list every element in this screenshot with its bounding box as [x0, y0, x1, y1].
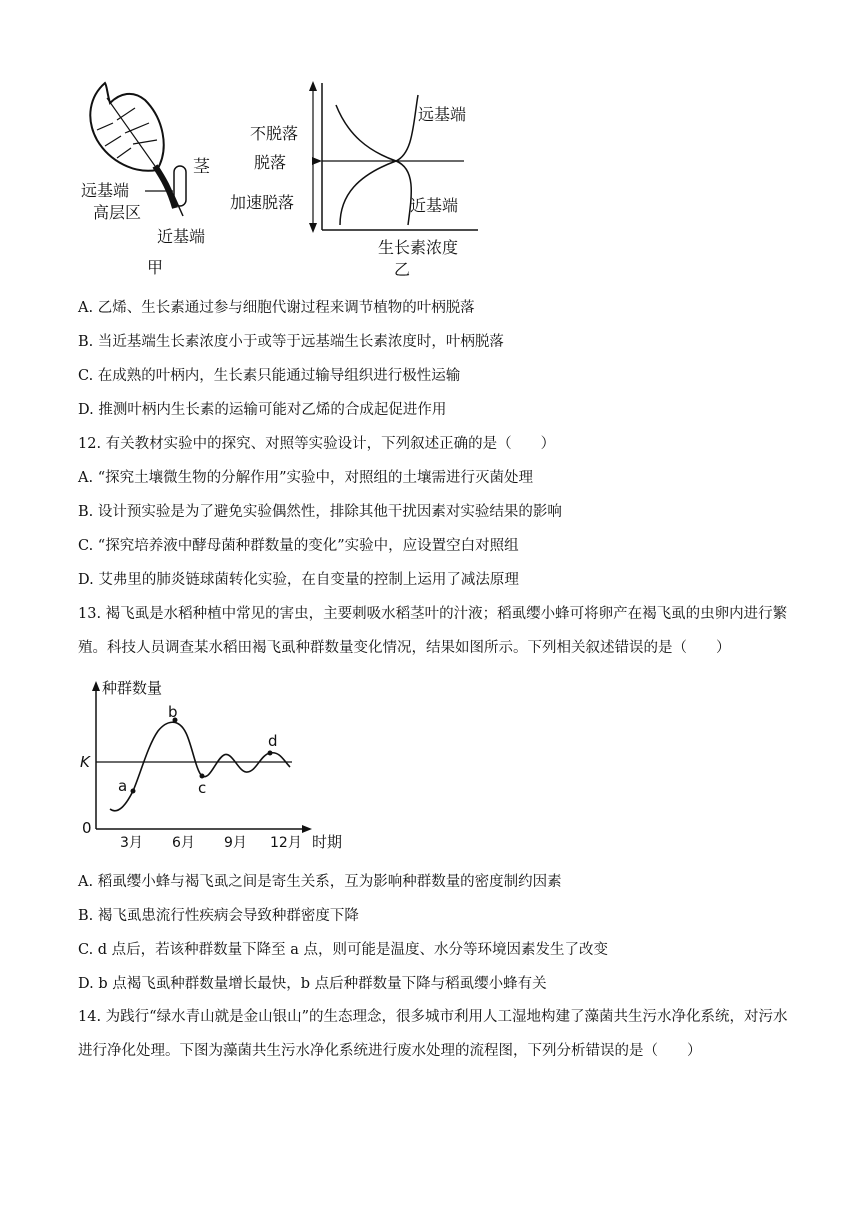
q13-label-c: c	[198, 779, 207, 797]
figure-jia-leaf	[75, 78, 230, 278]
q13-tick-9: 9月	[224, 835, 247, 851]
q13-tick-3: 3月	[120, 835, 143, 851]
leaf-veins	[97, 98, 157, 166]
label-far-end: 远基端	[81, 181, 130, 200]
q13-k-label: K	[80, 753, 90, 771]
q12-option-a: A. “探究土壤微生物的分解作用”实验中，对照组的土壤需进行灭菌处理	[78, 470, 534, 486]
q13-point-a	[131, 789, 136, 794]
drop-arrow-icon	[312, 157, 322, 165]
q12-option-c: C. “探究培养液中酵母菌种群数量的变化”实验中，应设置空白对照组	[78, 538, 519, 554]
x-label: 生长素浓度	[378, 238, 459, 257]
q13-label-d: d	[268, 732, 278, 750]
q13-point-d	[268, 751, 273, 756]
q11-option-d: D. 推测叶柄内生长素的运输可能对乙烯的合成起促进作用	[78, 402, 447, 418]
q13-option-b: B. 褐飞虱患流行性疾病会导致种群密度下降	[78, 908, 359, 924]
q13-x-label: 时期	[312, 833, 343, 851]
q13-tick-12: 12月	[270, 835, 302, 851]
caption-yi: 乙	[394, 260, 411, 279]
q11-option-c: C. 在成熟的叶柄内，生长素只能通过输导组织进行极性运输	[78, 368, 461, 384]
q13-y-label: 种群数量	[102, 679, 163, 697]
q13-label-a: a	[118, 777, 128, 795]
y-label-no-drop: 不脱落	[250, 124, 299, 143]
q13-population-chart	[78, 673, 358, 855]
q13-population-curve	[110, 722, 290, 811]
q13-option-d: D. b 点褐飞虱种群数量增长最快，b 点后种群数量下降与稻虱缨小蜂有关	[78, 976, 547, 992]
arrow-down-icon	[309, 223, 317, 233]
y-label-accelerated-drop: 加速脱落	[230, 193, 295, 212]
q11-option-b: B. 当近基端生长素浓度小于或等于远基端生长素浓度时，叶柄脱落	[78, 334, 504, 350]
curve-label-near: 近基端	[410, 196, 459, 215]
curve-label-far: 远基端	[418, 105, 467, 124]
q13-stem: 13. 褐飞虱是水稻种植中常见的害虫，主要刺吸水稻茎叶的汁液；稻虱缨小蜂可将卵产在褐飞虱的虫卵内进行繁殖。科技人员调查某水稻田褐飞虱种群数量变化情况，结果如图所示。下列相关叙述错误的是（ ）	[78, 606, 788, 656]
q13-x-arrow-icon	[302, 825, 312, 833]
q13-option-c: C. d 点后，若该种群数量下降至 a 点，则可能是温度、水分等环境因素发生了改变	[78, 942, 609, 958]
label-separation-zone: 高层区	[93, 203, 142, 222]
curve-far-end	[336, 105, 411, 225]
q14-stem: 14. 为践行“绿水青山就是金山银山”的生态理念，很多城市利用人工湿地构建了藻菌共生污水净化系统，对污水进行净化处理。下图为藻菌共生污水净化系统进行废水处理的流程图，下列分析错误的是（ ）	[78, 1009, 788, 1059]
arrow-up-icon	[309, 81, 317, 91]
label-near-end: 近基端	[157, 227, 206, 246]
q13-origin-label: 0	[82, 819, 92, 837]
q13-label-b: b	[168, 703, 178, 721]
q12-option-d: D. 艾弗里的肺炎链球菌转化实验，在自变量的控制上运用了减法原理	[78, 572, 519, 588]
figure-yi-chart	[228, 75, 488, 280]
q11-option-a: A. 乙烯、生长素通过参与细胞代谢过程来调节植物的叶柄脱落	[78, 300, 475, 316]
leaf-petiole	[155, 166, 175, 208]
caption-jia: 甲	[147, 258, 164, 277]
y-label-drop: 脱落	[254, 153, 287, 172]
q13-point-c	[200, 774, 205, 779]
label-stem: 茎	[193, 157, 210, 177]
q13-tick-6: 6月	[172, 835, 195, 851]
curve-near-end	[340, 95, 418, 225]
q12-option-b: B. 设计预实验是为了避免实验偶然性，排除其他干扰因素对实验结果的影响	[78, 504, 562, 520]
q12-stem: 12. 有关教材实验中的探究、对照等实验设计，下列叙述正确的是（ ）	[78, 436, 556, 452]
q13-y-arrow-icon	[92, 681, 100, 691]
q13-option-a: A. 稻虱缨小蜂与褐飞虱之间是寄生关系，互为影响种群数量的密度制约因素	[78, 874, 562, 890]
